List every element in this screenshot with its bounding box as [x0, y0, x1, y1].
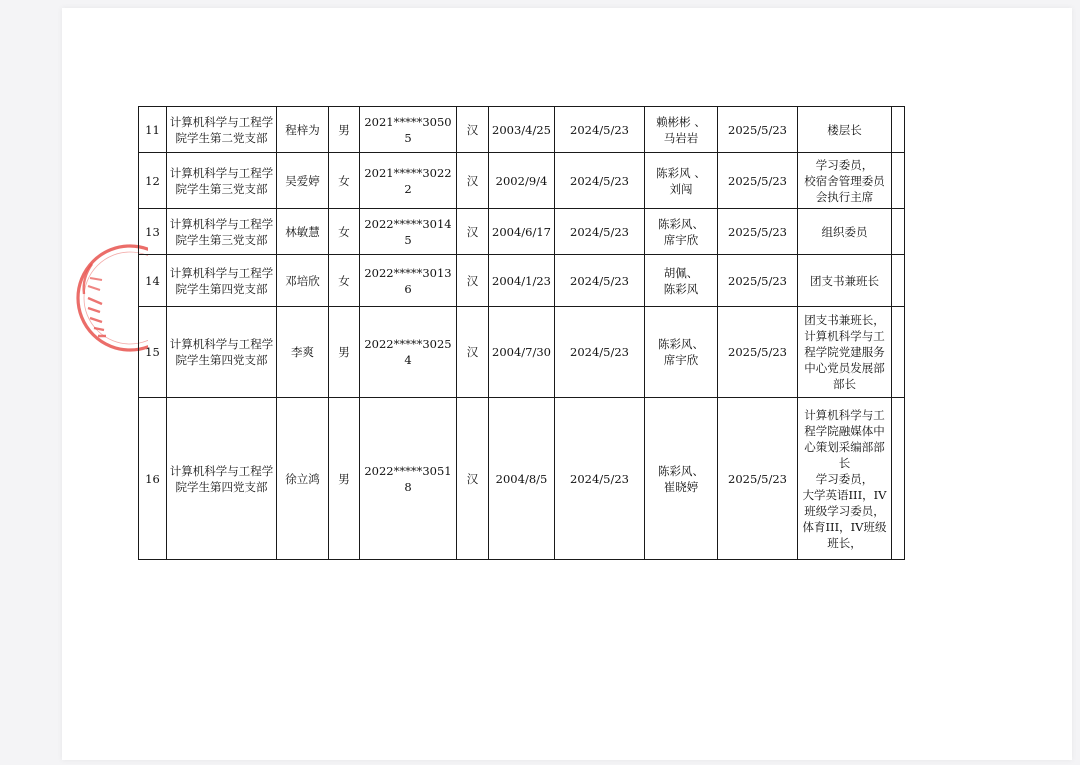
cell-index: 16 — [139, 398, 167, 560]
cell-name: 吴爱婷 — [277, 153, 329, 209]
table-row — [139, 307, 905, 398]
cell-date: 2024/5/23 — [555, 107, 645, 153]
cell-index: 13 — [139, 209, 167, 255]
cell-contacts: 陈彩风、 崔晓婷 — [645, 398, 718, 560]
cell-contacts: 陈彩风 、 刘闯 — [645, 153, 718, 209]
cell-student-id: 2022*****30518 — [360, 398, 457, 560]
cell-name: 程梓为 — [277, 107, 329, 153]
cell-student-id: 2022*****30254 — [360, 307, 457, 398]
cell-index: 14 — [139, 255, 167, 307]
cell-name: 徐立鸿 — [277, 398, 329, 560]
cell-remark — [892, 255, 905, 307]
cell-date: 2025/5/23 — [718, 209, 798, 255]
cell-gender: 女 — [329, 209, 360, 255]
cell-name: 邓培欣 — [277, 255, 329, 307]
table-row — [139, 153, 905, 209]
cell-name: 李爽 — [277, 307, 329, 398]
cell-remark — [892, 398, 905, 560]
cell-contacts: 陈彩风、 席宇欣 — [645, 307, 718, 398]
cell-ethnicity: 汉 — [457, 209, 489, 255]
cell-birth-date: 2004/8/5 — [489, 398, 555, 560]
cell-position: 组织委员 — [798, 209, 892, 255]
cell-gender: 男 — [329, 307, 360, 398]
cell-birth-date: 2004/7/30 — [489, 307, 555, 398]
cell-position: 计算机科学与工 程学院融媒体中 心策划采编部部 长 学习委员， 大学英语III，IV 班级学习委员， 体育III，IV班级 班长， — [798, 398, 892, 560]
cell-birth-date: 2004/6/17 — [489, 209, 555, 255]
cell-date: 2025/5/23 — [718, 307, 798, 398]
cell-date: 2024/5/23 — [555, 255, 645, 307]
cell-date: 2024/5/23 — [555, 307, 645, 398]
cell-position: 团支书兼班长， 计算机科学与工 程学院党建服务 中心党员发展部 部长 — [798, 307, 892, 398]
table-row — [139, 398, 905, 560]
cell-date: 2025/5/23 — [718, 107, 798, 153]
cell-gender: 男 — [329, 398, 360, 560]
cell-contacts: 陈彩风、 席宇欣 — [645, 209, 718, 255]
cell-index: 15 — [139, 307, 167, 398]
cell-ethnicity: 汉 — [457, 107, 489, 153]
table-row — [139, 255, 905, 307]
cell-date: 2024/5/23 — [555, 398, 645, 560]
cell-party-branch: 计算机科学与工程学院学生第三党支部 — [167, 209, 277, 255]
cell-gender: 女 — [329, 255, 360, 307]
cell-party-branch: 计算机科学与工程学院学生第二党支部 — [167, 107, 277, 153]
cell-student-id: 2021*****30505 — [360, 107, 457, 153]
cell-ethnicity: 汉 — [457, 255, 489, 307]
table-row — [139, 209, 905, 255]
cell-index: 11 — [139, 107, 167, 153]
cell-name: 林敏慧 — [277, 209, 329, 255]
cell-index: 12 — [139, 153, 167, 209]
cell-party-branch: 计算机科学与工程学院学生第四党支部 — [167, 398, 277, 560]
cell-party-branch: 计算机科学与工程学院学生第四党支部 — [167, 255, 277, 307]
cell-position: 团支书兼班长 — [798, 255, 892, 307]
cell-position: 楼层长 — [798, 107, 892, 153]
cell-date: 2024/5/23 — [555, 153, 645, 209]
cell-position: 学习委员， 校宿舍管理委员 会执行主席 — [798, 153, 892, 209]
cell-gender: 男 — [329, 107, 360, 153]
table-row — [139, 107, 905, 153]
cell-student-id: 2022*****30136 — [360, 255, 457, 307]
cell-contacts: 胡佩、 陈彩风 — [645, 255, 718, 307]
cell-remark — [892, 307, 905, 398]
cell-date: 2024/5/23 — [555, 209, 645, 255]
cell-ethnicity: 汉 — [457, 398, 489, 560]
cell-student-id: 2022*****30145 — [360, 209, 457, 255]
cell-date: 2025/5/23 — [718, 255, 798, 307]
cell-party-branch: 计算机科学与工程学院学生第三党支部 — [167, 153, 277, 209]
cell-contacts: 赖彬彬 、 马岩岩 — [645, 107, 718, 153]
cell-remark — [892, 107, 905, 153]
cell-date: 2025/5/23 — [718, 398, 798, 560]
cell-remark — [892, 209, 905, 255]
cell-student-id: 2021*****30222 — [360, 153, 457, 209]
table-body — [139, 107, 905, 560]
cell-ethnicity: 汉 — [457, 307, 489, 398]
cell-birth-date: 2004/1/23 — [489, 255, 555, 307]
cell-gender: 女 — [329, 153, 360, 209]
cell-ethnicity: 汉 — [457, 153, 489, 209]
member-roster-table — [138, 106, 905, 560]
cell-date: 2025/5/23 — [718, 153, 798, 209]
cell-remark — [892, 153, 905, 209]
cell-birth-date: 2002/9/4 — [489, 153, 555, 209]
cell-birth-date: 2003/4/25 — [489, 107, 555, 153]
cell-party-branch: 计算机科学与工程学院学生第四党支部 — [167, 307, 277, 398]
